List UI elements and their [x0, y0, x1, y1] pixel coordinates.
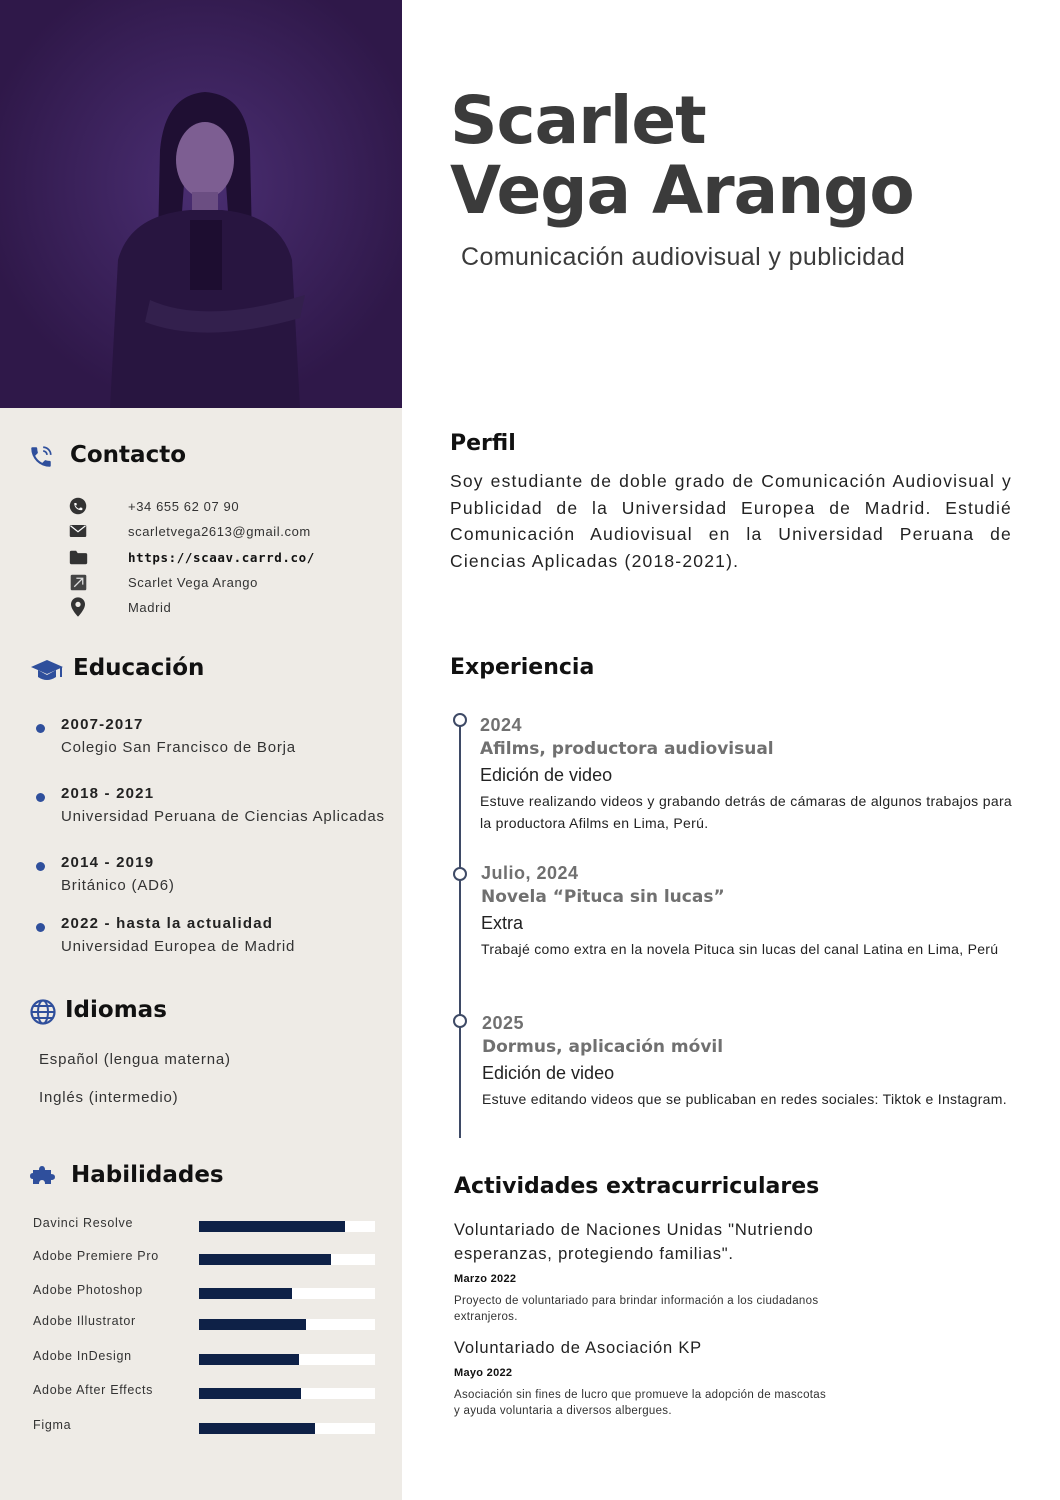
skill-name: Adobe InDesign — [33, 1349, 132, 1363]
contact-text: Scarlet Vega Arango — [128, 574, 258, 590]
languages-title: Idiomas — [65, 997, 167, 1023]
language-item: Español (lengua materna) — [39, 1051, 231, 1068]
contact-location — [68, 597, 172, 617]
education-title: Educación — [73, 655, 205, 681]
experience-role: Edición de video — [480, 765, 613, 785]
globe-icon — [30, 999, 56, 1030]
education-years: 2022 - hasta la actualidad — [61, 915, 274, 932]
skills-title: Habilidades — [71, 1162, 224, 1188]
contact-text: Madrid — [128, 599, 172, 615]
skill-row — [33, 1383, 378, 1403]
profile-photo — [0, 0, 402, 408]
graduation-cap-icon — [30, 658, 64, 689]
education-school: Colegio San Francisco de Borja — [61, 739, 296, 756]
contact-linkedin[interactable] — [68, 572, 258, 592]
activities-title: Actividades extracurriculares — [454, 1174, 820, 1199]
skill-bar-track — [199, 1319, 375, 1330]
language-item: Inglés (intermedio) — [39, 1089, 179, 1106]
activity-date: Mayo 2022 — [454, 1367, 513, 1379]
experience-item — [480, 715, 1012, 834]
activity-date: Marzo 2022 — [454, 1273, 517, 1285]
linkedin-icon — [68, 572, 88, 592]
skill-bar-track — [199, 1254, 375, 1265]
name-line-2: Vega Arango — [450, 152, 914, 229]
experience-role: Extra — [481, 913, 524, 933]
skill-name: Adobe After Effects — [33, 1383, 154, 1397]
experience-year: 2024 — [480, 715, 523, 735]
skill-row — [33, 1418, 378, 1438]
puzzle-icon — [30, 1165, 58, 1192]
education-school: Universidad Peruana de Ciencias Aplicadas — [61, 808, 385, 825]
skill-row — [33, 1249, 378, 1269]
skill-bar-fill — [199, 1319, 306, 1330]
skill-bar-track — [199, 1423, 375, 1434]
skill-name: Adobe Premiere Pro — [33, 1249, 159, 1263]
skill-bar-fill — [199, 1221, 345, 1232]
experience-role: Edición de video — [482, 1063, 615, 1083]
contact-website[interactable] — [68, 547, 315, 567]
skill-name: Adobe Photoshop — [33, 1283, 143, 1297]
contact-text: https://scaav.carrd.co/ — [128, 549, 315, 565]
profile-text: Soy estudiante de doble grado de Comunicación Audiovisual y Publicidad de la Universidad Europea de Madrid. Estudié Comunicación Audiovisual en la Universidad Peruana de Ciencias Aplicadas (2018-2021). — [450, 471, 1012, 571]
education-school: Británico (AD6) — [61, 877, 175, 894]
name-line-1: Scarlet — [450, 82, 706, 159]
experience-desc: Trabajé como extra en la novela Pituca sin lucas del canal Latina en Lima, Perú — [481, 941, 999, 957]
skill-name: Adobe Illustrator — [33, 1314, 136, 1328]
activity-desc: Asociación sin fines de lucro que promueve la adopción de mascotas y ayuda voluntaria a diversos albergues. — [454, 1389, 827, 1417]
skill-name: Davinci Resolve — [33, 1216, 134, 1230]
experience-year: Julio, 2024 — [481, 863, 579, 883]
experience-company: Novela “Pituca sin lucas” — [481, 887, 725, 907]
skill-bar-track — [199, 1221, 375, 1232]
experience-company: Dormus, aplicación móvil — [482, 1037, 724, 1057]
education-years: 2007-2017 — [61, 716, 144, 733]
contact-text: scarletvega2613@gmail.com — [128, 523, 311, 539]
bullet-dot — [36, 793, 45, 802]
experience-item — [482, 1013, 1012, 1110]
skill-row — [33, 1314, 378, 1334]
contact-phone — [68, 496, 240, 516]
skill-bar-fill — [199, 1254, 331, 1265]
activity-desc: Proyecto de voluntariado para brindar información a los ciudadanos extranjeros. — [454, 1295, 819, 1323]
email-icon — [68, 521, 88, 541]
candidate-name — [450, 82, 914, 229]
phone-icon — [68, 496, 88, 516]
profile-title: Perfil — [450, 431, 516, 456]
skill-row — [33, 1216, 378, 1236]
skill-bar-track — [199, 1288, 375, 1299]
experience-item — [481, 863, 1012, 960]
skill-bar-fill — [199, 1354, 299, 1365]
skill-name: Figma — [33, 1418, 72, 1432]
bullet-dot — [36, 862, 45, 871]
experience-year: 2025 — [482, 1013, 525, 1033]
skill-bar-fill — [199, 1388, 301, 1399]
timeline-node — [453, 713, 467, 727]
skill-bar-track — [199, 1354, 375, 1365]
activity-title: Voluntariado de Naciones Unidas "Nutriendo esperanzas, protegiendo familias". — [454, 1221, 814, 1263]
contact-email[interactable] — [68, 521, 311, 541]
skill-bar-fill — [199, 1423, 315, 1434]
phone-icon — [28, 444, 54, 475]
education-years: 2014 - 2019 — [61, 854, 155, 871]
bullet-dot — [36, 923, 45, 932]
bullet-dot — [36, 724, 45, 733]
folder-icon — [68, 547, 88, 567]
activity-item — [454, 1218, 834, 1325]
experience-desc: Estuve editando videos que se publicaban en redes sociales: Tiktok e Instagram. — [482, 1091, 1007, 1107]
activity-item — [454, 1336, 834, 1419]
candidate-subtitle: Comunicación audiovisual y publicidad — [461, 243, 906, 271]
skill-bar-fill — [199, 1288, 292, 1299]
skill-row — [33, 1283, 378, 1303]
experience-title: Experiencia — [450, 655, 595, 680]
contact-text: +34 655 62 07 90 — [128, 498, 240, 514]
education-years: 2018 - 2021 — [61, 785, 155, 802]
skill-bar-track — [199, 1388, 375, 1399]
contact-title: Contacto — [70, 442, 186, 468]
timeline-node — [453, 1014, 467, 1028]
location-icon — [68, 597, 88, 617]
experience-desc: Estuve realizando videos y grabando detrás de cámaras de algunos trabajos para la productora Afilms en Lima, Perú. — [480, 793, 1012, 831]
experience-company: Afilms, productora audiovisual — [480, 739, 774, 759]
education-school: Universidad Europea de Madrid — [61, 938, 296, 955]
skill-row — [33, 1349, 378, 1369]
timeline-node — [453, 867, 467, 881]
activity-title: Voluntariado de Asociación KP — [454, 1339, 702, 1357]
timeline-line — [459, 726, 461, 1138]
